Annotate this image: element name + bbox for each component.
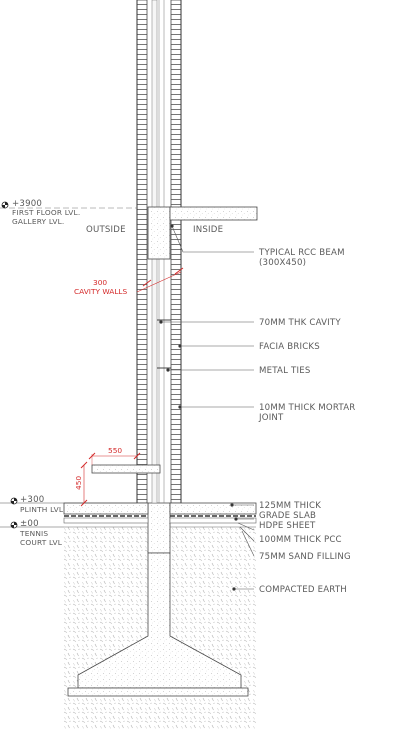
callout-sand: 75MM SAND FILLING [259,552,351,562]
callout-joint: 10MM THICK MORTAR [259,403,356,413]
dim-cavity-value: 300 [93,278,108,287]
level-marker-first-floor [2,199,80,226]
dim-ledge-height: 450 [74,475,83,490]
callout-cavity: 70MM THK CAVITY [259,318,341,328]
level-name-plinth: PLINTH LVL [20,505,64,514]
level-value-tennis: ±00 [20,519,39,529]
callout-slab: 125MM THICK [259,501,322,511]
dim-ledge-width: 550 [108,446,123,455]
callout-pcc: 100MM THICK PCC [259,535,342,545]
level-marker-tennis [11,519,63,547]
callout-beam: TYPICAL RCC BEAM [259,248,345,258]
callout-labels [258,248,355,595]
callout-earth: COMPACTED EARTH [259,585,347,595]
level-name-tennis: TENNIS [20,529,49,538]
level-name-first-floor: FIRST FLOOR LVL. [12,208,81,217]
ledge [92,465,160,473]
level-marker-plinth [11,495,64,514]
callout-joint-2: JOINT [259,413,284,423]
callout-beam-size: (300X450) [259,258,307,268]
callout-hdpe: HDPE SHEET [259,521,316,531]
level-name-court: COURT LVL [20,538,63,547]
dimension-ledge-width [89,446,140,465]
callout-ties: METAL TIES [259,366,311,376]
level-value-plinth: +300 [20,495,45,505]
dimension-cavity-walls [74,268,183,296]
inside-label: INSIDE [193,225,224,235]
level-lines [0,208,137,527]
level-name-gallery: GALLERY LVL. [12,217,65,226]
outside-label: OUTSIDE [86,225,126,235]
level-value-first-floor: +3900 [12,199,43,209]
callout-facia: FACIA BRICKS [259,342,320,352]
dim-cavity-label: CAVITY WALLS [74,287,128,296]
dimension-ledge-height [74,462,87,506]
callout-slab-2: GRADE SLAB [259,511,317,521]
